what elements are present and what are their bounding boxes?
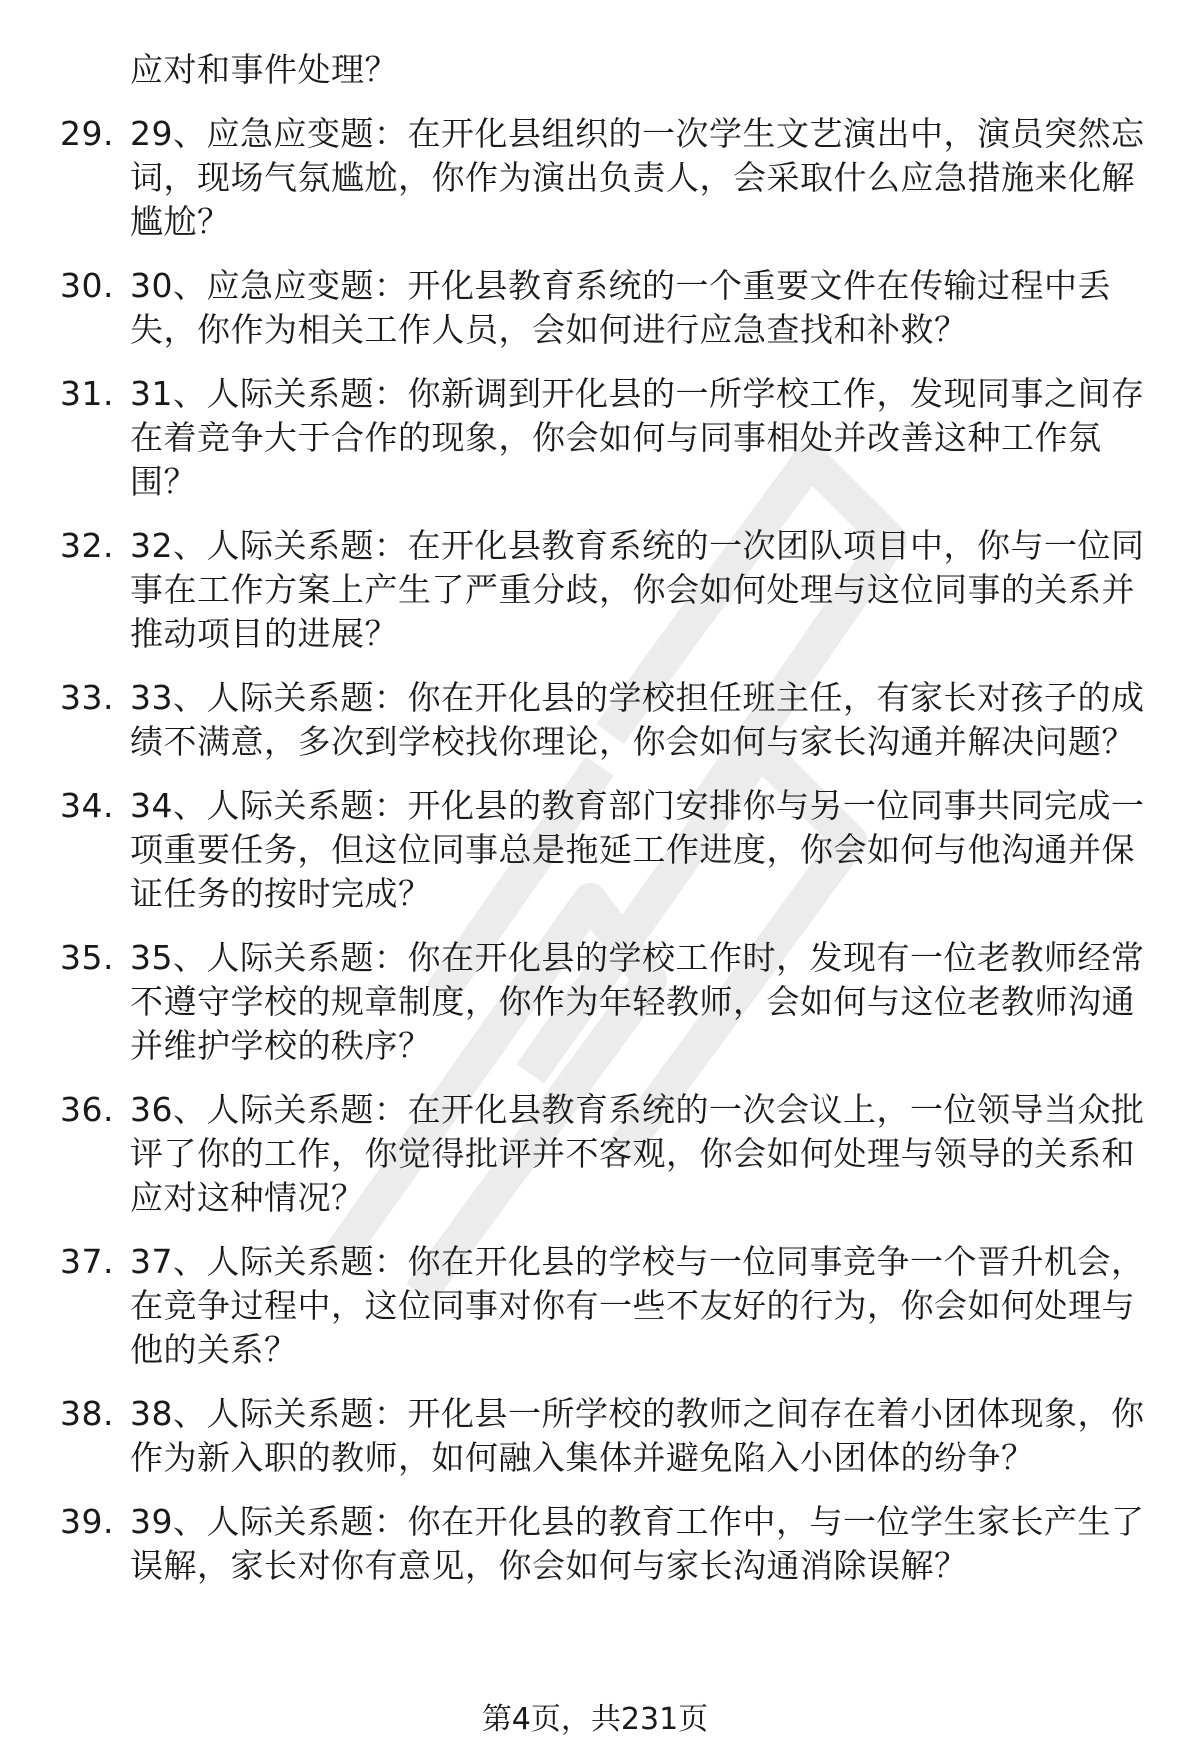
- question-text: 37、人际关系题：你在开化县的学校与一位同事竞争一个晋升机会，在竞争过程中，这位同事对你有一些不友好的行为，你会如何处理与他的关系？: [130, 1242, 1145, 1369]
- page-footer: 第4页，共231页: [481, 1702, 709, 1737]
- question-number: 34.: [60, 786, 114, 825]
- question-number: 35.: [60, 938, 114, 977]
- question-item: [60, 1500, 1150, 1588]
- question-text: 31、人际关系题：你新调到开化县的一所学校工作，发现同事之间存在着竞争大于合作的现象，你会如何与同事相处并改善这种工作氛围？: [130, 374, 1145, 501]
- question-text: 29、应急应变题：在开化县组织的一次学生文艺演出中，演员突然忘词，现场气氛尴尬，你作为演出负责人，会采取什么应急措施来化解尴尬？: [130, 114, 1145, 241]
- question-item: [60, 1392, 1150, 1480]
- question-number: 37.: [60, 1242, 114, 1281]
- question-item: [60, 936, 1150, 1068]
- continuation-line: 应对和事件处理？: [130, 50, 398, 89]
- question-number: 39.: [60, 1502, 114, 1541]
- question-number: 30.: [60, 266, 114, 305]
- question-item: [60, 676, 1150, 764]
- question-list: [60, 48, 1150, 1608]
- question-number: 31.: [60, 374, 114, 413]
- question-text: 30、应急应变题：开化县教育系统的一个重要文件在传输过程中丢失，你作为相关工作人员，会如何进行应急查找和补救？: [130, 266, 1111, 349]
- question-item: [60, 372, 1150, 504]
- question-item: [60, 1088, 1150, 1220]
- question-number: 32.: [60, 526, 114, 565]
- question-text: 36、人际关系题：在开化县教育系统的一次会议上，一位领导当众批评了你的工作，你觉得批评并不客观，你会如何处理与领导的关系和应对这种情况？: [130, 1090, 1145, 1217]
- question-text: 39、人际关系题：你在开化县的教育工作中，与一位学生家长产生了误解，家长对你有意见，你会如何与家长沟通消除误解？: [130, 1502, 1145, 1585]
- question-item: [60, 784, 1150, 916]
- question-text: 35、人际关系题：你在开化县的学校工作时，发现有一位老教师经常不遵守学校的规章制度，你作为年轻教师，会如何与这位老教师沟通并维护学校的秩序？: [130, 938, 1145, 1065]
- question-number: 29.: [60, 114, 114, 153]
- question-item: [60, 524, 1150, 656]
- question-text: 32、人际关系题：在开化县教育系统的一次团队项目中，你与一位同事在工作方案上产生了严重分歧，你会如何处理与这位同事的关系并推动项目的进展？: [130, 526, 1145, 653]
- question-number: 36.: [60, 1090, 114, 1129]
- question-text: 34、人际关系题：开化县的教育部门安排你与另一位同事共同完成一项重要任务，但这位同事总是拖延工作进度，你会如何与他沟通并保证任务的按时完成？: [130, 786, 1145, 913]
- question-item: [60, 1240, 1150, 1372]
- question-text: 38、人际关系题：开化县一所学校的教师之间存在着小团体现象，你作为新入职的教师，如何融入集体并避免陷入小团体的纷争？: [130, 1394, 1145, 1477]
- question-number: 33.: [60, 678, 114, 717]
- question-item: [60, 112, 1150, 244]
- question-text: 33、人际关系题：你在开化县的学校担任班主任，有家长对孩子的成绩不满意，多次到学校找你理论，你会如何与家长沟通并解决问题？: [130, 678, 1145, 761]
- question-number: 38.: [60, 1394, 114, 1433]
- question-item: [60, 264, 1150, 352]
